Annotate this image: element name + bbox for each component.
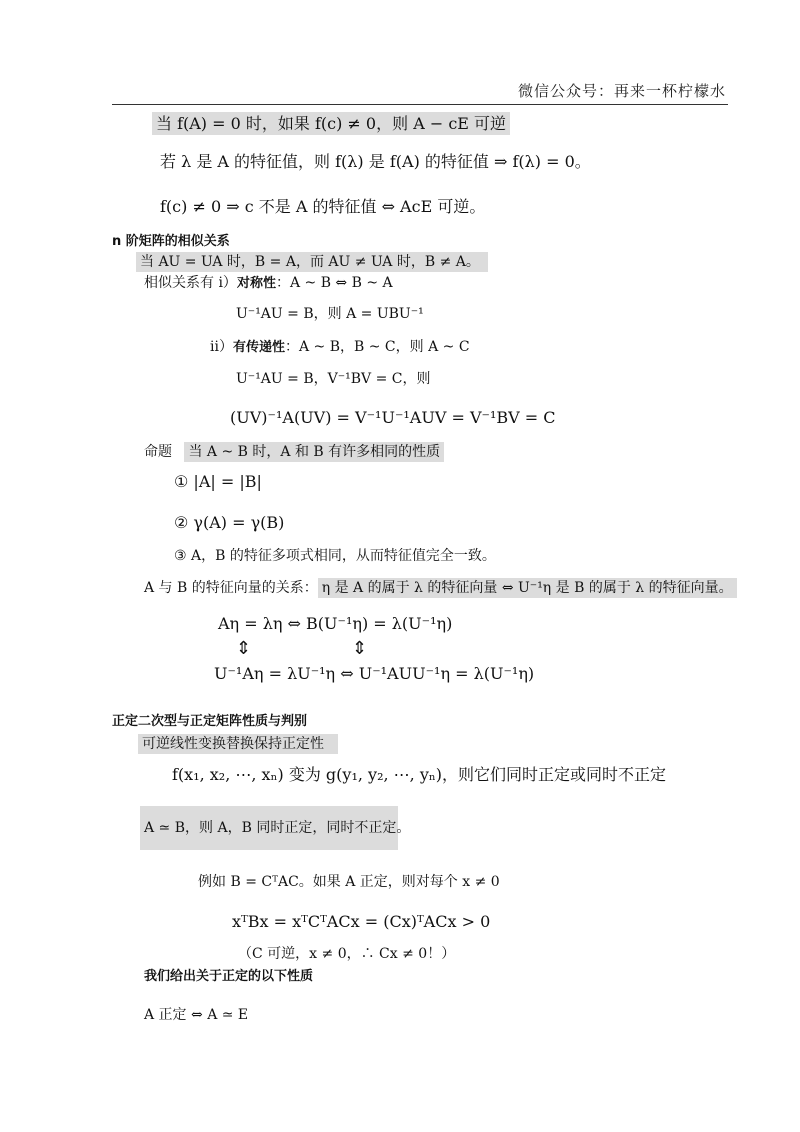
example-line: 例如 B = CᵀAC。如果 A 正定，则对每个 x ≠ 0: [198, 874, 500, 890]
similarity-definition: [136, 252, 488, 272]
header-title: 微信公众号：再来一杯柠檬水: [517, 82, 726, 100]
symmetry-expr: ：A ~ B ⇔ B ~ A: [275, 275, 393, 291]
eigen-eq-top: Aη = λη ⇔ B(U⁻¹η) = λ(U⁻¹η): [218, 614, 453, 633]
proposition-label: 命题: [144, 444, 172, 460]
property-rank: ② γ(A) = γ(B): [174, 513, 285, 532]
header-rule: [112, 104, 728, 105]
proposition-text: 当 A ~ B 时，A 和 B 有许多相同的性质: [184, 442, 444, 462]
property-charpoly: ③ A，B 的特征多项式相同，从而特征值完全一致。: [174, 548, 496, 564]
properties-title: 我们给出关于正定的以下性质: [144, 969, 314, 984]
eigenvector-relation: [144, 578, 737, 598]
property-det: ① |A| = |B|: [174, 472, 262, 491]
symmetry-line: [144, 273, 393, 294]
transitivity-prefix: ii）: [210, 339, 233, 355]
transform-line: f(x₁, x₂, ⋯, xₙ) 变为 g(y₁, y₂, ⋯, yₙ)，则它们同时正定或同时不正定: [172, 765, 667, 784]
transitivity-label: 有传递性: [232, 340, 285, 355]
proposition-line: [144, 442, 444, 462]
line-fa-zero: [152, 114, 510, 134]
eigenvector-intro: A 与 B 的特征向量的关系：: [144, 580, 318, 596]
congruence-line: A ≃ B，则 A，B 同时正定，同时不正定。: [144, 820, 411, 836]
final-property: A 正定 ⇔ A ≃ E: [144, 1007, 249, 1023]
relation-intro: 相似关系有 i）: [144, 275, 237, 291]
eigen-eq-bottom: U⁻¹Aη = λU⁻¹η ⇔ U⁻¹AUU⁻¹η = λ(U⁻¹η): [214, 664, 535, 683]
subtitle-invertible: [138, 734, 338, 754]
section-title-positive-definite: 正定二次型与正定矩阵性质与判别: [112, 714, 308, 729]
reason-line: （C 可逆，x ≠ 0，∴ Cx ≠ 0！）: [238, 946, 456, 962]
equiv-arrow-left: ⇕: [236, 638, 252, 659]
equiv-arrow-right: ⇕: [352, 638, 368, 659]
transitivity-line: [210, 337, 470, 358]
line-eigen-value: 若 λ 是 A 的特征值，则 f(λ) 是 f(A) 的特征值 ⇒ f(λ) = 0。: [160, 152, 591, 171]
transitivity-expr: ：A ~ B，B ~ C，则 A ~ C: [284, 339, 470, 355]
eigenvector-highlight: η 是 A 的属于 λ 的特征向量 ⇔ U⁻¹η 是 B 的属于 λ 的特征向量。: [318, 578, 737, 598]
inequality-line: xᵀBx = xᵀCᵀACx = (Cx)ᵀACx > 0: [232, 912, 491, 931]
section-title-similarity: n 阶矩阵的相似关系: [112, 234, 230, 249]
highlight-def: 当 AU = UA 时，B = A，而 AU ≠ UA 时，B ≠ A。: [136, 252, 488, 272]
transitivity-proof-2: (UV)⁻¹A(UV) = V⁻¹U⁻¹AUV = V⁻¹BV = C: [230, 408, 556, 427]
line-fc-nonzero: f(c) ≠ 0 ⇒ c 不是 A 的特征值 ⇔ AcE 可逆。: [160, 197, 486, 216]
symmetry-proof: U⁻¹AU = B，则 A = UBU⁻¹: [236, 306, 424, 322]
symmetry-label: 对称性: [236, 276, 276, 291]
highlight-fa: 当 f(A) = 0 时，如果 f(c) ≠ 0，则 A − cE 可逆: [152, 112, 510, 135]
subtitle-highlight: 可逆线性变换替换保持正定性: [138, 734, 338, 754]
transitivity-proof-1: U⁻¹AU = B，V⁻¹BV = C，则: [236, 371, 431, 387]
